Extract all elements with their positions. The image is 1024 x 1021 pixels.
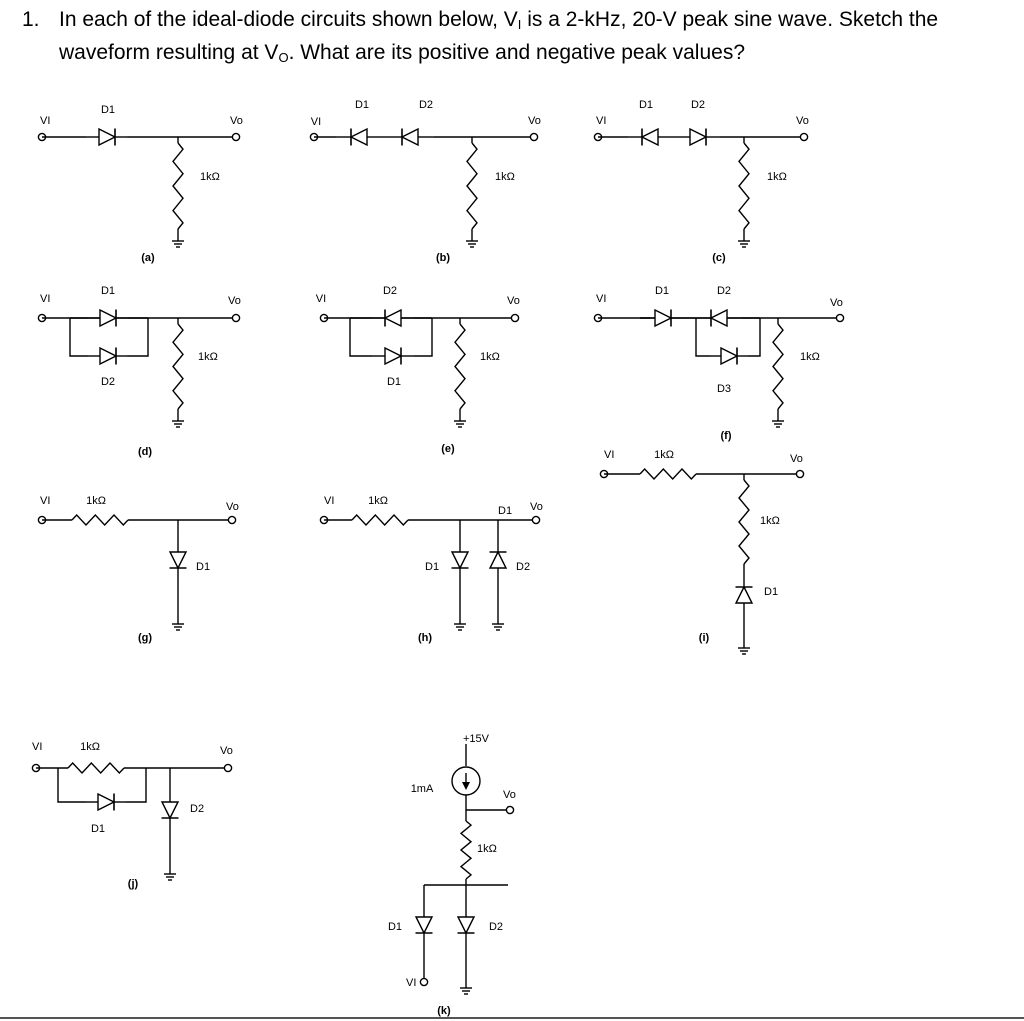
label-text: D2 [382,285,398,297]
label-text: D1 [90,823,106,835]
label-text: VI [596,293,607,305]
label-text: D1 [498,505,513,517]
wire [350,318,372,356]
wire [748,318,760,356]
label-text: Vo [796,115,809,127]
terminal-node [228,516,235,523]
label-text: 1kΩ [495,171,515,183]
diode-symbol [416,905,433,945]
caption-k: (k) [437,1005,451,1017]
diode-symbol [86,794,126,811]
terminal-node [532,516,539,523]
resistor-symbol [467,143,477,229]
label-text: VI [406,977,417,989]
label-text: D1 [196,561,211,573]
label-text: VI [40,495,51,507]
diode-symbol [490,540,507,580]
label-text: VI [310,116,322,128]
terminal-node [796,470,803,477]
resistor-symbol [739,480,749,564]
label-text: Vo [830,297,843,309]
caption-i: (i) [698,632,710,644]
circuit-h [320,495,542,644]
label-text: D1 [387,921,403,933]
diode-symbol [386,129,434,146]
label-text: 1kΩ [800,351,820,363]
caption-a: (a) [141,252,155,264]
caption-f: (f) [720,430,732,442]
label-text: VI [40,293,51,305]
caption-c: (c) [712,252,726,264]
label-text: Vo [528,115,541,127]
caption-e: (e) [441,443,455,455]
label-text: 1kΩ [86,495,106,507]
resistor-symbol [68,763,124,773]
label-text: VI [40,115,51,127]
label-text: D2 [418,99,434,111]
resistor-symbol [739,143,749,229]
circuit-g [38,495,238,644]
question-number: 1. [22,8,40,31]
label-text: 1kΩ [480,351,500,363]
diode-symbol [736,570,753,620]
circuit-d [38,285,240,458]
label-text: D3 [716,383,732,395]
label-text: Vo [507,295,520,307]
label-text: D2 [100,376,116,388]
diode-symbol [170,540,187,580]
resistor-symbol [455,324,465,409]
diode-symbol [452,540,469,580]
label-text: VI [596,115,607,127]
terminal-node [530,133,537,140]
label-text: Vo [790,453,803,465]
label-text: D1 [654,285,670,297]
label-text: D1 [354,99,370,111]
label-text: 1kΩ [200,171,220,183]
label-text: Vo [226,501,239,513]
diode-symbol [710,348,748,365]
label-text: 1kΩ [654,449,674,461]
wire [126,768,146,802]
diode-symbol [696,310,742,327]
terminal-node [420,978,427,985]
caption-d: (d) [137,446,153,458]
question-line-2: waveform resulting at $V_O$. What are its positive and negative peak values? [59,41,745,65]
diode-symbol [336,129,382,146]
label-text: Vo [228,295,241,307]
label-text: 1kΩ [80,741,100,753]
wire [70,318,88,356]
page-bottom-rule [0,1017,1024,1019]
circuit-f [594,285,843,442]
resistor-symbol [352,515,408,525]
circuit-k [388,733,516,1017]
label-text: 1kΩ [767,171,787,183]
label-text: 1kΩ [760,515,780,527]
label-text: VI [32,741,43,753]
diode-symbol [628,129,672,146]
caption-b: (b) [435,252,451,264]
label-text: D2 [516,561,531,573]
circuit-j [32,741,233,890]
caption-j: (j) [127,878,139,890]
label-text: Vo [503,789,516,801]
diode-symbol [372,348,414,365]
label-text: D1 [638,99,654,111]
diode-symbol [88,348,128,365]
label-text: VI [604,449,615,461]
terminal-node [511,314,518,321]
circuit-i [600,449,803,654]
diode-symbol [372,310,414,327]
resistor-symbol [640,469,696,479]
label-text: VI [324,495,335,507]
label-text: Vo [530,501,543,513]
label-text: D1 [100,104,116,116]
circuit-b [310,99,540,264]
diode-symbol [162,790,179,830]
label-text: 1kΩ [198,351,218,363]
terminal-node [232,314,239,321]
wire [696,318,710,356]
label-text: +15V [463,733,489,745]
terminal-node [224,764,231,771]
diode-symbol [458,905,475,945]
wire [128,318,148,356]
circuit-c [594,99,808,264]
label-text: 1mA [410,783,434,795]
diode-symbol [88,310,128,327]
question-line-1: In each of the ideal-diode circuits shown below, $V_I$ is a 2-kHz, 20-V peak sine wave. Sketch the [59,8,939,32]
diode-symbol [676,129,720,146]
resistor-symbol [173,324,183,409]
resistor-symbol [773,324,783,409]
label-text: D1 [425,561,440,573]
label-text: D2 [190,803,205,815]
label-text: Vo [230,115,243,127]
label-text: D2 [690,99,706,111]
caption-g: (g) [137,632,153,644]
diode-symbol [640,310,686,327]
circuit-a [38,104,242,264]
label-text: 1kΩ [477,843,497,855]
caption-h: (h) [417,632,433,644]
label-text: 1kΩ [368,495,388,507]
circuit-e [316,285,520,455]
wire [414,318,432,356]
label-text: D1 [764,586,779,598]
label-text: D1 [100,285,116,297]
label-text: Vo [220,745,233,757]
diode-symbol [86,129,128,146]
resistor-symbol [461,821,471,879]
resistor-symbol [173,143,183,229]
terminal-node [836,314,843,321]
label-text: D2 [488,921,504,933]
label-text: D2 [716,285,732,297]
terminal-node [800,133,807,140]
label-text: VI [315,293,327,305]
terminal-node [232,133,239,140]
terminal-node [506,806,513,813]
label-text: D1 [386,376,402,388]
resistor-symbol [72,515,128,525]
